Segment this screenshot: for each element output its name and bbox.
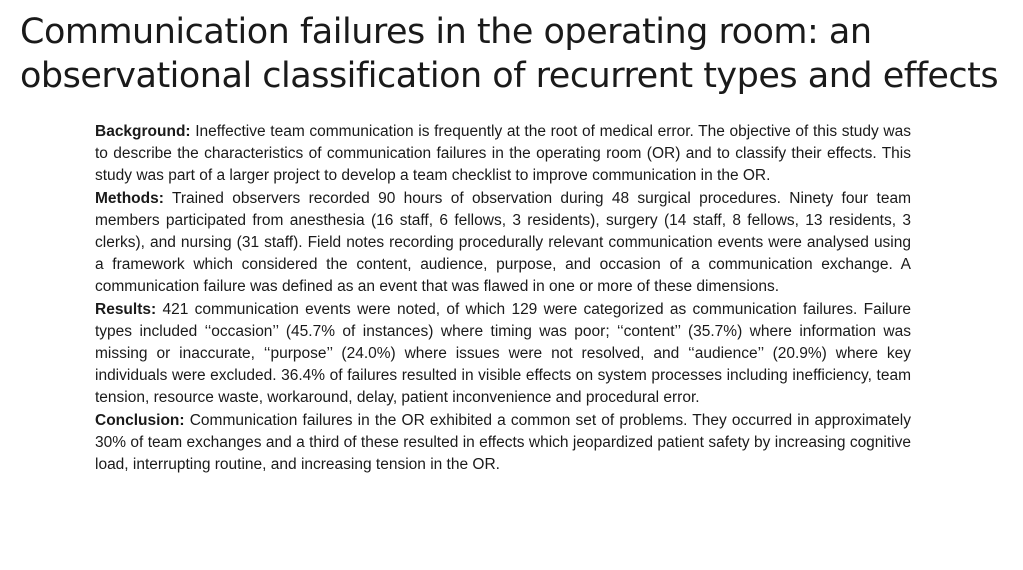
paper-title-line-1: Communication failures in the operating room: an (20, 12, 872, 52)
results-label: Results: (95, 300, 157, 318)
methods-text: Trained observers recorded 90 hours of observation during 48 surgical procedures. Ninety four team members participated from anesthesia (16 staff, 6 fellows, 3 residents), surgery (14 staff, 8 fellows, 13 residents, 3 clerks), and nursing (31 staff). Field notes recording procedurally relevant communication events were analysed using a framework which considered the content, audience, purpose, and occasion of a communication exchange. A communication failure was defined as an event that was flawed in one or more of these dimensions. (95, 189, 911, 296)
abstract-results (95, 299, 911, 410)
paper-title-line-2: observational classification of recurrent types and effects (20, 56, 999, 96)
results-text: 421 communication events were noted, of which 129 were categorized as communication failures. Failure types included ‘‘occasion’’ (45.7% of instances) where timing was poor; ‘‘content’’ (35.7%) where information was missing or inaccurate, ‘‘purpose’’ (24.0%) where issues were not resolved, and ‘‘audience’’ (20.9%) where key individuals were excluded. 36.4% of failures resulted in visible effects on system processes including inefficiency, team tension, resource waste, workaround, delay, patient inconvenience and procedural error. (95, 300, 911, 407)
abstract-methods (95, 188, 911, 299)
conclusion-label: Conclusion: (95, 411, 185, 429)
background-label: Background: (95, 123, 191, 140)
paper-title (20, 10, 1015, 98)
abstract (95, 121, 911, 476)
abstract-conclusion (95, 410, 911, 477)
abstract-background (95, 121, 911, 188)
conclusion-text: Communication failures in the OR exhibited a common set of problems. They occurred in approximately 30% of team exchanges and a third of these resulted in effects which jeopardized patient safety by increasing cognitive load, interrupting routine, and increasing tension in the OR. (95, 411, 911, 474)
background-text: Ineffective team communication is frequently at the root of medical error. The objective of this study was to describe the characteristics of communication failures in the operating room (OR) and to classify their effects. This study was part of a larger project to develop a team checklist to improve communication in the OR. (95, 123, 911, 185)
methods-label: Methods: (95, 189, 164, 207)
